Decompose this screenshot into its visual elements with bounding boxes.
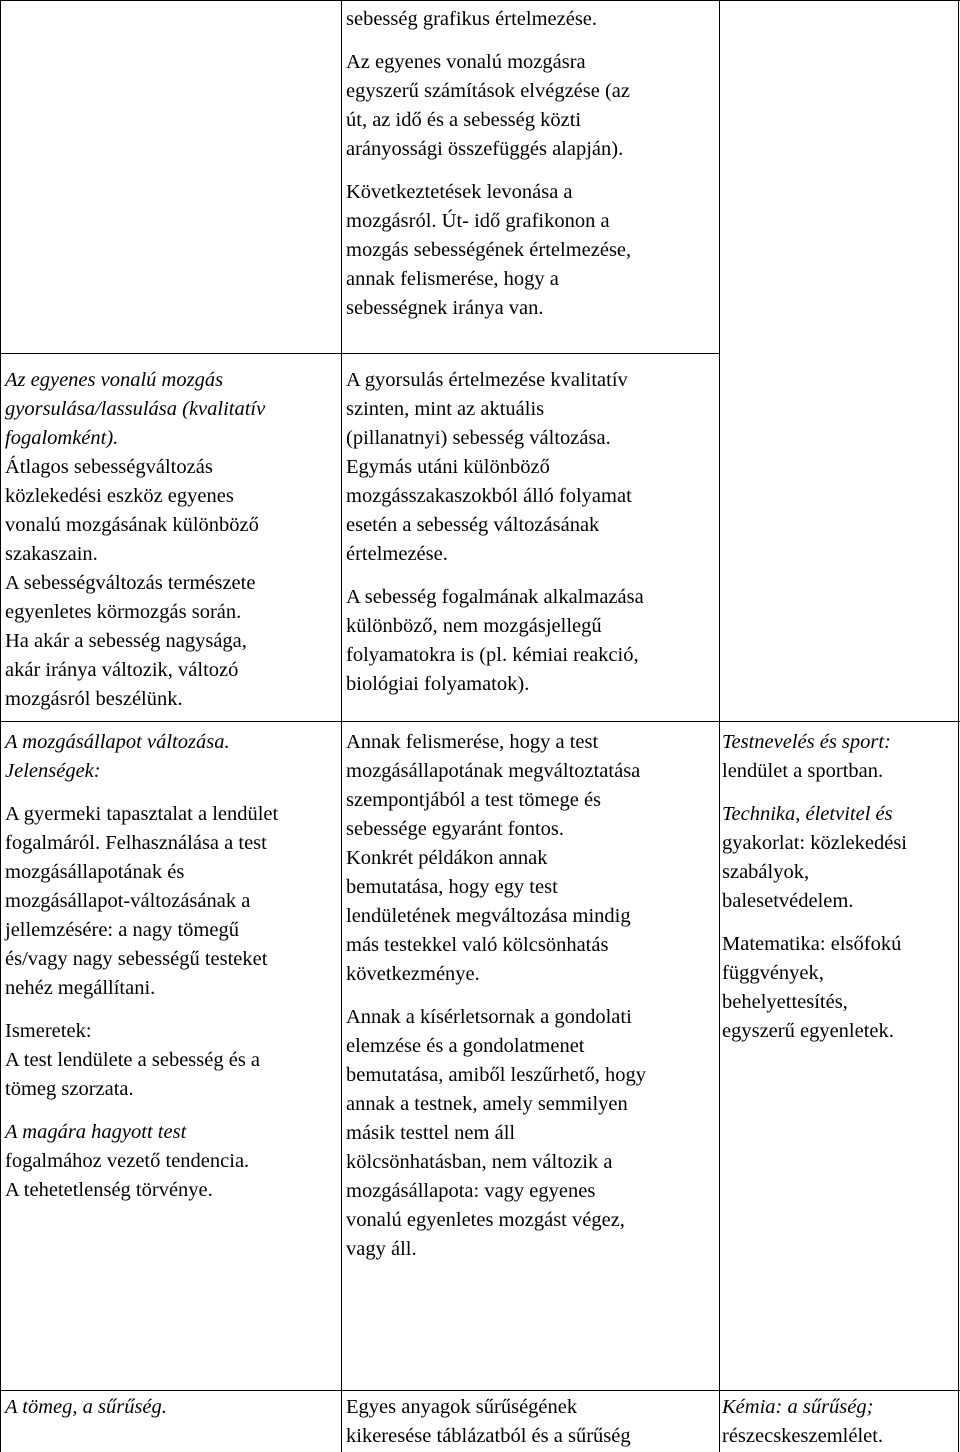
text-line: közlekedési eszköz egyenes (5, 485, 234, 507)
column-divider-2 (719, 0, 720, 1452)
paragraph-spacer (5, 1104, 339, 1118)
text-line: Következtetések levonása a (346, 181, 573, 203)
text-line: annak a testnek, amely semmilyen (346, 1093, 628, 1115)
text-line: A sebességváltozás természete (5, 572, 256, 594)
text-line: Ismeretek: (5, 1020, 92, 1042)
text-line: Az egyenes vonalú mozgás (5, 369, 224, 391)
text-line: A gyorsulás értelmezése kvalitatív (346, 369, 628, 391)
text-line: A gyermeki tapasztalat a lendület (5, 803, 279, 825)
text-line: folyamatokra is (pl. kémiai reakció, (346, 644, 639, 666)
cell-row4-activities (346, 1393, 716, 1451)
text-line: mozgásállapota: vagy egyenes (346, 1180, 596, 1202)
text-line: egyszerű egyenletek. (722, 1020, 894, 1042)
text-line: Kémia: a sűrűség; (722, 1396, 874, 1418)
table-border-right (958, 0, 959, 1452)
text-line: biológiai folyamatok). (346, 673, 530, 695)
text-line: A mozgásállapot változása. (5, 731, 230, 753)
text-line: mozgásállapotának és (5, 861, 185, 883)
text-line: nehéz megállítani. (5, 977, 156, 999)
paragraph-spacer (5, 1003, 339, 1017)
text-line: elemzése és a gondolatmenet (346, 1035, 585, 1057)
text-line: egyenletes körmozgás során. (5, 601, 242, 623)
text-line: Konkrét példákon annak (346, 847, 548, 869)
text-line: értelmezése. (346, 543, 448, 565)
text-line: Testnevelés és sport: (722, 731, 891, 753)
column-divider-1 (341, 0, 342, 1452)
text-line: mozgásállapot-változásának a (5, 890, 251, 912)
text-line: balesetvédelem. (722, 890, 854, 912)
text-line: szinten, mint az aktuális (346, 398, 545, 420)
text-line: vagy áll. (346, 1238, 417, 1260)
text-line: bemutatása, hogy egy test (346, 876, 558, 898)
text-line: függvények, (722, 962, 824, 984)
text-line: fogalomként). (5, 427, 119, 449)
text-line: jellemzésére: a nagy tömegű (5, 919, 239, 941)
text-line: A sebesség fogalmának alkalmazása (346, 586, 644, 608)
text-line: következménye. (346, 963, 480, 985)
text-line: sebesség grafikus értelmezése. (346, 8, 598, 30)
text-line: Az egyenes vonalú mozgásra (346, 51, 586, 73)
text-line: A tömeg, a sűrűség. (5, 1396, 167, 1418)
text-line: és/vagy nagy sebességű testeket (5, 948, 268, 970)
text-line: Egyes anyagok sűrűségének (346, 1396, 578, 1418)
row-divider-1 (0, 353, 720, 354)
text-line: fogalmához vezető tendencia. (5, 1150, 250, 1172)
text-line: (pillanatnyi) sebesség változása. (346, 427, 611, 449)
text-line: másik testtel nem áll (346, 1122, 516, 1144)
paragraph-spacer (346, 989, 716, 1003)
text-line: behelyettesítés, (722, 991, 848, 1013)
text-line: sebességnek iránya van. (346, 297, 544, 319)
text-line: Átlagos sebességváltozás (5, 456, 213, 478)
text-line: kölcsönhatásban, nem változik a (346, 1151, 613, 1173)
text-line: gyorsulása/lassulása (kvalitatív (5, 398, 266, 420)
text-line: kikeresése táblázatból és a sűrűség (346, 1425, 631, 1447)
paragraph-spacer (346, 164, 716, 178)
text-line: bemutatása, amiből leszűrhető, hogy (346, 1064, 647, 1086)
text-line: lendületének megváltozása mindig (346, 905, 631, 927)
text-line: akár iránya változik, változó (5, 659, 239, 681)
cell-row3-connections (722, 728, 956, 1046)
text-line: szabályok, (722, 861, 810, 883)
text-line: mozgásról beszélünk. (5, 688, 183, 710)
row-divider-2 (0, 721, 960, 722)
text-line: fogalmáról. Felhasználása a test (5, 832, 267, 854)
paragraph-spacer (722, 786, 956, 800)
text-line: Annak felismerése, hogy a test (346, 731, 599, 753)
text-line: szempontjából a test tömege és (346, 789, 602, 811)
text-line: Ha akár a sebesség nagysága, (5, 630, 247, 652)
text-line: A tehetetlenség törvénye. (5, 1179, 213, 1201)
text-line: esetén a sebesség változásának (346, 514, 600, 536)
text-line: Egymás utáni különböző (346, 456, 550, 478)
cell-row1-activities (346, 5, 716, 323)
cell-row4-connections (722, 1393, 956, 1451)
text-line: gyakorlat: közlekedési (722, 832, 908, 854)
text-line: vonalú mozgásának különböző (5, 514, 259, 536)
text-line: Matematika: elsőfokú (722, 933, 902, 955)
text-line: vonalú egyenletes mozgást végez, (346, 1209, 625, 1231)
text-line: mozgásszakaszokból álló folyamat (346, 485, 632, 507)
text-line: mozgás sebességének értelmezése, (346, 239, 632, 261)
text-line: Annak a kísérletsornak a gondolati (346, 1006, 632, 1028)
paragraph-spacer (346, 34, 716, 48)
text-line: különböző, nem mozgásjellegű (346, 615, 602, 637)
text-line: annak felismerése, hogy a (346, 268, 559, 290)
cell-row2-activities (346, 366, 716, 699)
paragraph-spacer (722, 916, 956, 930)
text-line: A test lendülete a sebesség és a (5, 1049, 261, 1071)
text-line: egyszerű számítások elvégzése (az (346, 80, 631, 102)
text-line: mozgásállapotának megváltoztatása (346, 760, 641, 782)
text-line: A magára hagyott test (5, 1121, 187, 1143)
text-line: más testekkel való kölcsönhatás (346, 934, 609, 956)
cell-row4-topics (5, 1393, 339, 1422)
cell-row3-topics (5, 728, 339, 1205)
cell-row3-activities (346, 728, 716, 1264)
text-line: lendület a sportban. (722, 760, 884, 782)
text-line: Technika, életvitel és (722, 803, 893, 825)
text-line: részecskeszemlélet. (722, 1425, 884, 1447)
text-line: arányossági összefüggés alapján). (346, 138, 624, 160)
text-line: szakaszain. (5, 543, 98, 565)
text-line: sebessége egyaránt fontos. (346, 818, 565, 840)
text-line: Jelenségek: (5, 760, 101, 782)
text-line: tömeg szorzata. (5, 1078, 134, 1100)
table-border-left (0, 0, 1, 1452)
table-border-top (0, 0, 960, 1)
cell-row2-topics (5, 366, 339, 714)
text-line: mozgásról. Út- idő grafikonon a (346, 210, 610, 232)
paragraph-spacer (346, 569, 716, 583)
row-divider-3 (0, 1390, 960, 1391)
paragraph-spacer (5, 786, 339, 800)
text-line: út, az idő és a sebesség közti (346, 109, 582, 131)
